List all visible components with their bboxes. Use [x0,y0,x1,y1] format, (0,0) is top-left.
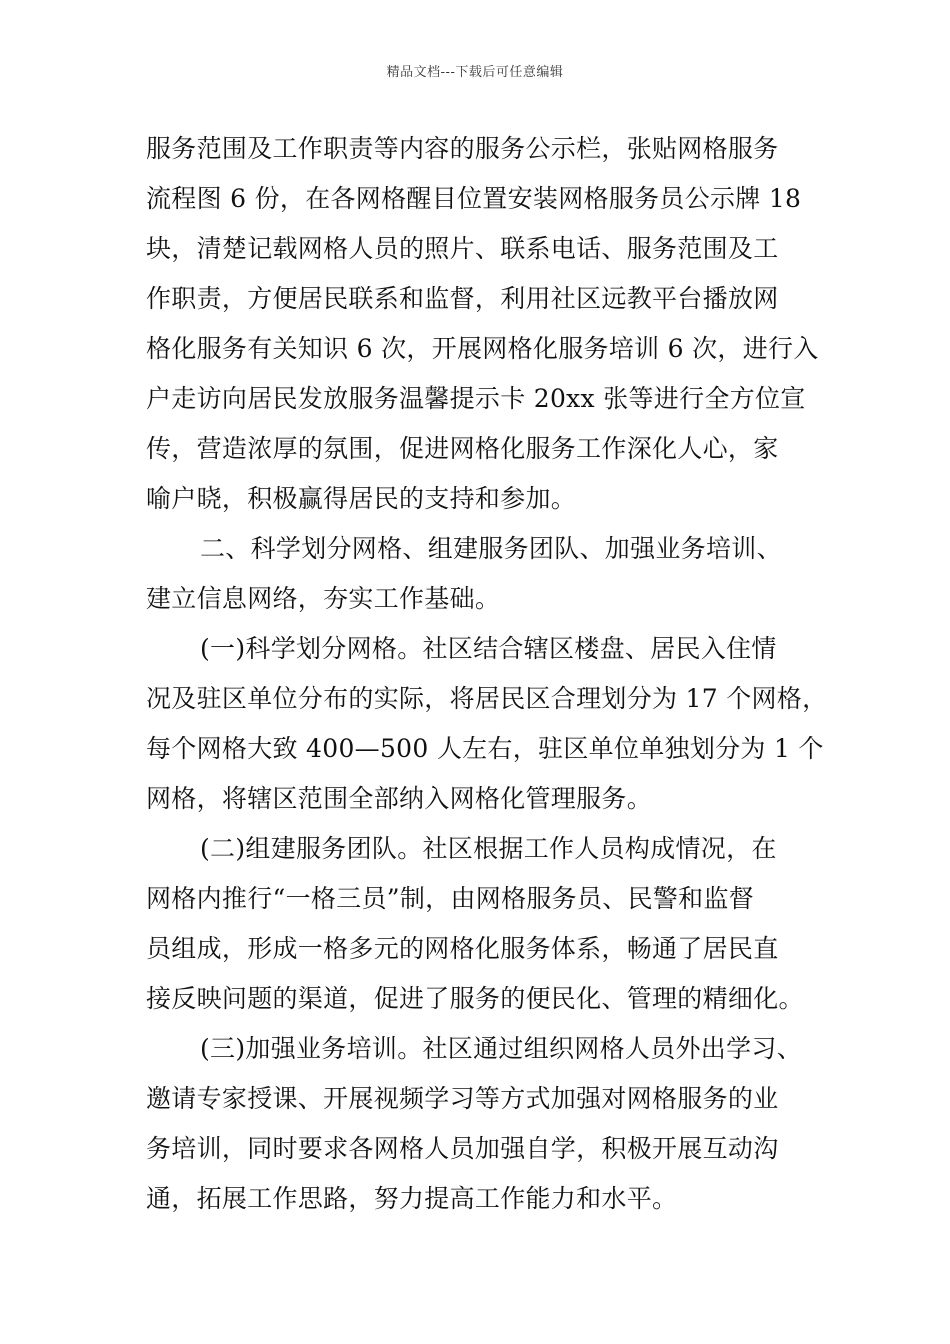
page-header: 精品文档---下载后可任意编辑 [386,65,564,80]
text-line: 员组成，形成一格多元的网格化服务体系，畅通了居民直 [146,934,779,963]
text-line: 邀请专家授课、开展视频学习等方式加强对网格服务的业 [146,1084,779,1113]
text-line: 传，营造浓厚的氛围，促进网格化服务工作深化人心，家 [146,434,779,463]
text-line: 格化服务有关知识 6 次，开展网格化服务培训 6 次，进行入 [146,334,819,363]
text-line: 每个网格大致 400—500 人左右，驻区单位单独划分为 1 个 [146,734,824,763]
text-line: 况及驻区单位分布的实际，将居民区合理划分为 17 个网格， [146,684,828,713]
text-line: 通，拓展工作思路，努力提高工作能力和水平。 [146,1184,678,1213]
section-heading-line: 二、科学划分网格、组建服务团队、加强业务培训、 [200,534,782,563]
text-line: 喻户晓，积极赢得居民的支持和参加。 [146,484,577,513]
text-line: 块，清楚记载网格人员的照片、联系电话、服务范围及工 [146,234,779,263]
paragraph-start-line: (三)加强业务培训。社区通过组织网格人员外出学习、 [200,1034,803,1063]
text-line: 网格，将辖区范围全部纳入网格化管理服务。 [146,784,653,813]
text-line: 流程图 6 份，在各网格醒目位置安装网格服务员公示牌 18 [146,184,802,213]
text-line: 接反映问题的渠道，促进了服务的便民化、管理的精细化。 [146,984,804,1013]
section-heading-line: 建立信息网络，夯实工作基础。 [146,584,501,613]
paragraph-start-line: (二)组建服务团队。社区根据工作人员构成情况，在 [200,834,777,863]
text-line: 户走访向居民发放服务温馨提示卡 20xx 张等进行全方位宣 [146,384,806,413]
text-line: 服务范围及工作职责等内容的服务公示栏，张贴网格服务 [146,134,779,163]
text-line: 网格内推行“一格三员”制，由网格服务员、民警和监督 [146,884,755,913]
text-line: 务培训，同时要求各网格人员加强自学，积极开展互动沟 [146,1134,779,1163]
document-body [146,124,828,1224]
text-line: 作职责，方便居民联系和监督，利用社区远教平台播放网 [146,284,779,313]
paragraph-start-line: (一)科学划分网格。社区结合辖区楼盘、居民入住情 [200,634,777,663]
